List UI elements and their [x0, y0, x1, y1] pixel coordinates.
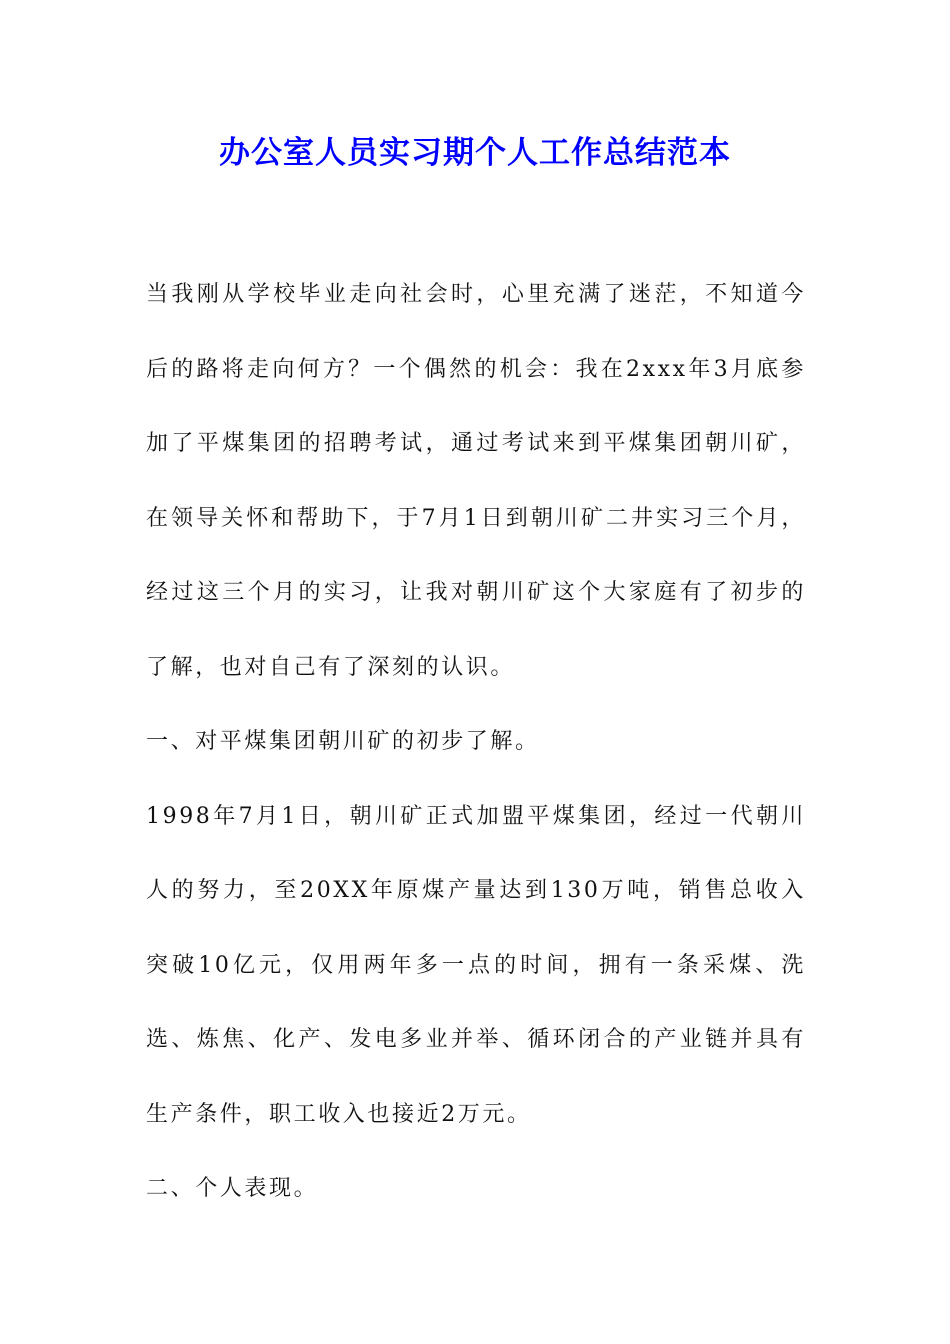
document-title: 办公室人员实习期个人工作总结范本 [219, 135, 731, 171]
document-body [146, 258, 806, 1227]
paragraph-company-history: 1998年7月1日，朝川矿正式加盟平煤集团，经过一代朝川人的努力，至20XX年原煤产量达到130万吨，销售总收入突破10亿元，仅用两年多一点的时间，拥有一条采煤、洗选、炼焦、化产、发电多业并举、循环闭合的产业链并具有生产条件，职工收入也接近2万元。 [146, 803, 806, 1127]
section-heading-2: 二、个人表现。 [146, 1176, 319, 1201]
paragraph-intro: 当我刚从学校毕业走向社会时，心里充满了迷茫，不知道今后的路将走向何方？一个偶然的机会：我在2xxx年3月底参加了平煤集团的招聘考试，通过考试来到平煤集团朝川矿，在领导关怀和帮助下，于7月1日到朝川矿二井实习三个月，经过这三个月的实习，让我对朝川矿这个大家庭有了初步的了解，也对自己有了深刻的认识。 [146, 282, 806, 680]
section-heading-1: 一、对平煤集团朝川矿的初步了解。 [146, 729, 540, 754]
